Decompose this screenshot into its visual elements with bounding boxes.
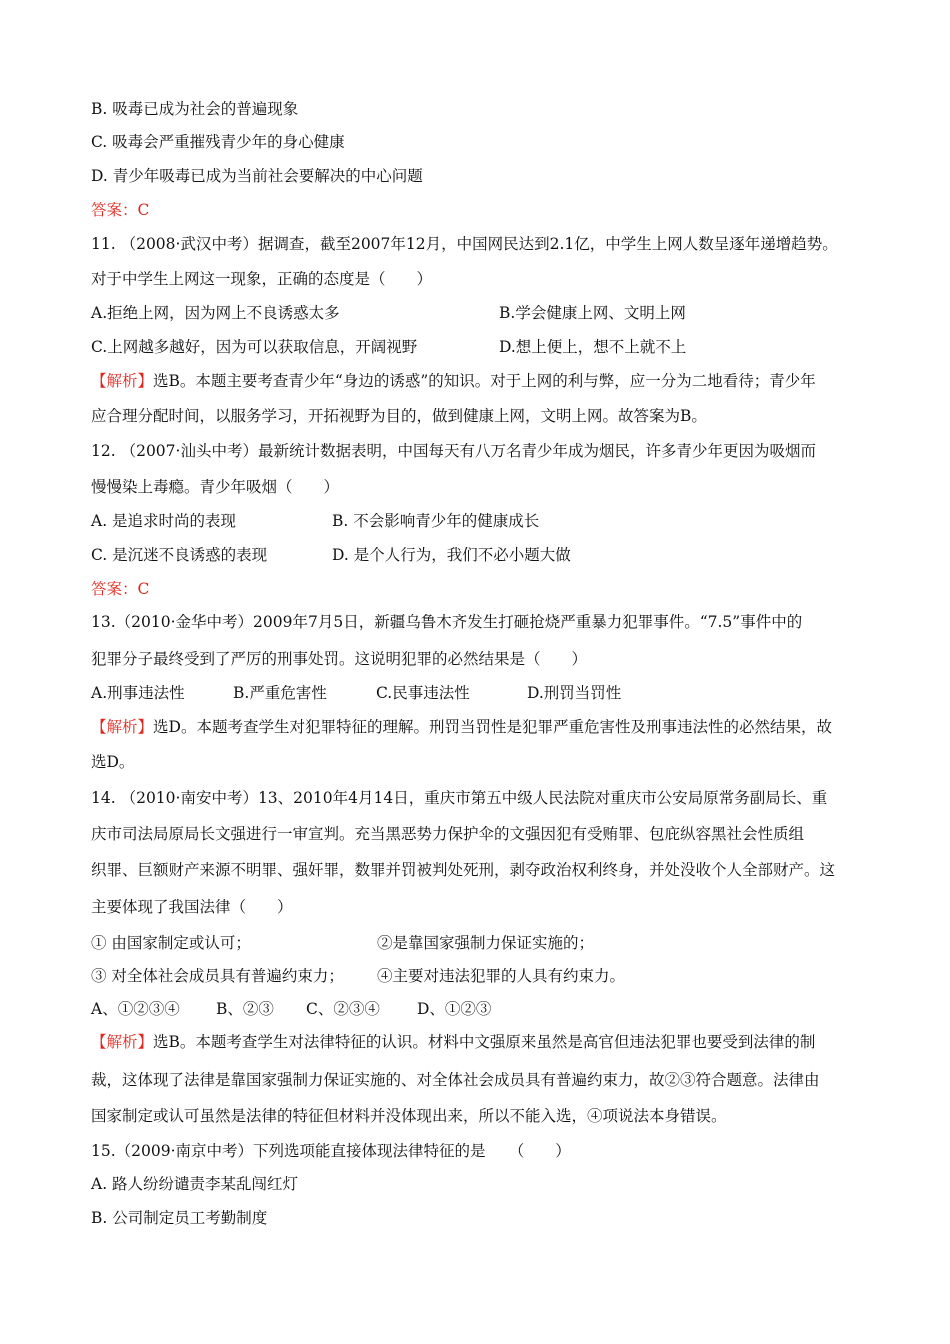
question-12-cont: 慢慢染上毒瘾。青少年吸烟（ ） bbox=[91, 478, 340, 496]
option-a: A、①②③④ bbox=[91, 1000, 180, 1018]
question-14-cont: 庆市司法局原局长文强进行一审宣判。充当黑恶势力保护伞的文强因犯有受贿罪、包庇纵容黑社会性质组 bbox=[91, 825, 805, 843]
question-14-cont: 主要体现了我国法律（ ） bbox=[91, 898, 293, 916]
option-c: C、②③④ bbox=[306, 1000, 380, 1018]
question-15: 15.（2009·南京中考）下列选项能直接体现法律特征的是 （ ） bbox=[91, 1142, 571, 1160]
option-c: C.上网越多越好，因为可以获取信息，开阔视野 bbox=[91, 338, 418, 356]
analysis-tag: 【解析】 bbox=[91, 372, 154, 390]
option-a: A. 是追求时尚的表现 bbox=[91, 512, 237, 530]
answer-line: 答案：C bbox=[91, 201, 150, 219]
option-c: C. 是沉迷不良诱惑的表现 bbox=[91, 546, 268, 564]
analysis-tag: 【解析】 bbox=[91, 1033, 154, 1051]
analysis-text: 选B。本题考查学生对法律特征的认识。材料中文强原来虽然是高官但违法犯罪也要受到法律的制 bbox=[153, 1033, 816, 1051]
option-d: D.想上便上，想不上就不上 bbox=[499, 338, 687, 356]
analysis-cont: 裁，这体现了法律是靠国家强制力保证实施的、对全体社会成员具有普遍约束力，故②③符合题意。法律由 bbox=[91, 1071, 820, 1089]
option-c: C. 吸毒会严重摧残青少年的身心健康 bbox=[91, 133, 345, 151]
question-13-cont: 犯罪分子最终受到了严厉的刑事处罚。这说明犯罪的必然结果是（ ） bbox=[91, 650, 588, 668]
analysis-cont: 应合理分配时间，以服务学习，开拓视野为目的，做到健康上网，文明上网。故答案为B。 bbox=[91, 407, 707, 425]
option-b: B、②③ bbox=[216, 1000, 274, 1018]
statement-2: ②是靠国家强制力保证实施的； bbox=[377, 934, 595, 952]
option-b: B.严重危害性 bbox=[233, 684, 327, 702]
option-b: B. 公司制定员工考勤制度 bbox=[91, 1209, 268, 1227]
option-c: C.民事违法性 bbox=[376, 684, 470, 702]
option-d: D. 青少年吸毒已成为当前社会要解决的中心问题 bbox=[91, 167, 423, 185]
statement-4: ④主要对违法犯罪的人具有约束力。 bbox=[377, 967, 626, 985]
option-b: B. 不会影响青少年的健康成长 bbox=[332, 512, 540, 530]
option-a: A.拒绝上网，因为网上不良诱惑太多 bbox=[91, 304, 340, 322]
analysis-cont: 国家制定或认可虽然是法律的特征但材料并没体现出来，所以不能入选，④项说法本身错误。 bbox=[91, 1107, 727, 1125]
option-d: D、①②③ bbox=[417, 1000, 492, 1018]
option-b: B. 吸毒已成为社会的普遍现象 bbox=[91, 100, 299, 118]
analysis-text: 选B。本题主要考查青少年“身边的诱惑”的知识。对于上网的利与弊，应一分为二地看待；青少年 bbox=[153, 372, 816, 390]
question-12: 12. （2007·汕头中考）最新统计数据表明，中国每天有八万名青少年成为烟民，许多青少年更因为吸烟而 bbox=[91, 442, 816, 460]
question-13: 13.（2010·金华中考）2009年7月5日，新疆乌鲁木齐发生打砸抢烧严重暴力犯罪事件。“7.5”事件中的 bbox=[91, 613, 803, 631]
statement-3: ③ 对全体社会成员具有普遍约束力； bbox=[91, 967, 344, 985]
option-b: B.学会健康上网、文明上网 bbox=[499, 304, 686, 322]
option-a: A.刑事违法性 bbox=[91, 684, 185, 702]
option-d: D. 是个人行为，我们不必小题大做 bbox=[332, 546, 571, 564]
analysis-line bbox=[91, 717, 832, 737]
question-11: 11. （2008·武汉中考）据调查，截至2007年12月，中国网民达到2.1亿，中学生上网人数呈逐年递增趋势。 bbox=[91, 235, 838, 253]
analysis-line bbox=[91, 371, 816, 391]
analysis-cont: 选D。 bbox=[91, 753, 135, 771]
statement-1: ① 由国家制定或认可； bbox=[91, 934, 251, 952]
analysis-text: 选D。本题考查学生对犯罪特征的理解。刑罚当罚性是犯罪严重危害性及刑事违法性的必然结果，故 bbox=[153, 718, 832, 736]
option-a: A. 路人纷纷谴责李某乱闯红灯 bbox=[91, 1175, 299, 1193]
analysis-tag: 【解析】 bbox=[91, 718, 154, 736]
option-d: D.刑罚当罚性 bbox=[527, 684, 622, 702]
question-14-cont: 织罪、巨额财产来源不明罪、强奸罪，数罪并罚被判处死刑，剥夺政治权利终身，并处没收个人全部财产。这 bbox=[91, 861, 836, 879]
question-11-cont: 对于中学生上网这一现象，正确的态度是（ ） bbox=[91, 270, 433, 288]
answer-line: 答案：C bbox=[91, 580, 150, 598]
question-14: 14. （2010·南安中考）13、2010年4月14日，重庆市第五中级人民法院对重庆市公安局原常务副局长、重 bbox=[91, 789, 828, 807]
analysis-line bbox=[91, 1032, 815, 1052]
